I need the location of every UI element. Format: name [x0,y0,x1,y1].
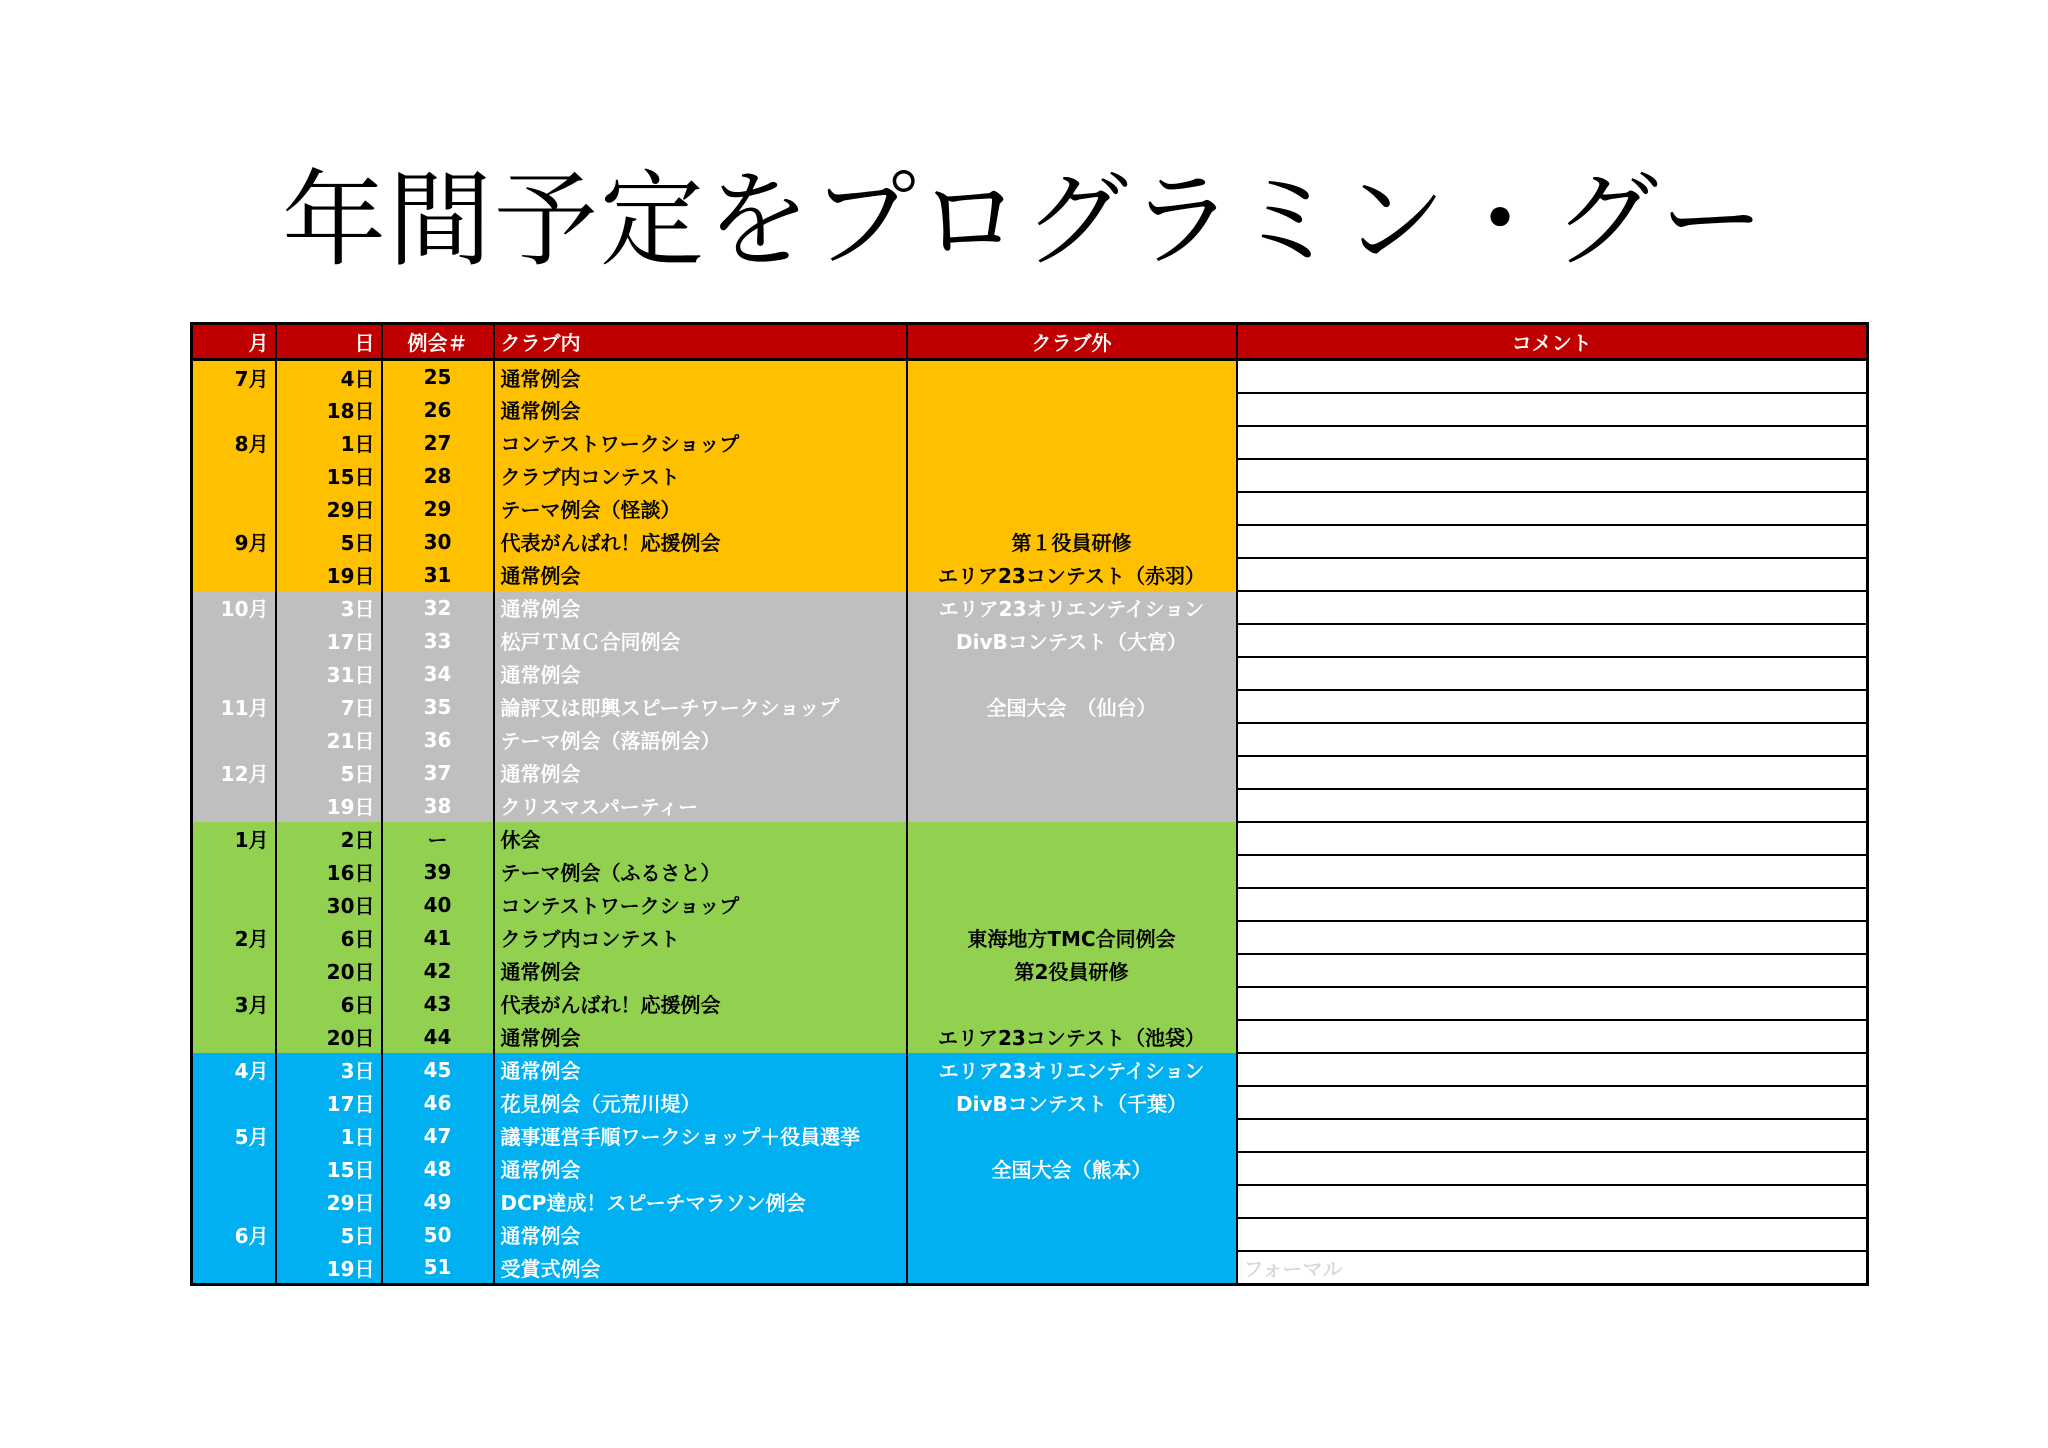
meeting-number-cell: 40 [382,888,494,921]
club-in-cell: 通常例会 [494,756,907,789]
month-cell [192,1086,276,1119]
meeting-number-cell: 41 [382,921,494,954]
comment-cell[interactable] [1237,954,1868,987]
club-in-cell: DCP達成！スピーチマラソン例会 [494,1185,907,1218]
table-row [192,492,1868,525]
month-cell [192,1020,276,1053]
comment-cell[interactable] [1237,888,1868,921]
club-in-cell: 松戸ＴＭＣ合同例会 [494,624,907,657]
meeting-number-cell: 45 [382,1053,494,1086]
day-cell: 5日 [276,756,382,789]
meeting-number-cell: 50 [382,1218,494,1251]
month-cell [192,1185,276,1218]
club-in-cell: 通常例会 [494,954,907,987]
club-out-cell: 全国大会（熊本） [907,1152,1237,1185]
table-row [192,690,1868,723]
club-out-cell [907,789,1237,822]
table-row [192,558,1868,591]
club-in-cell: 通常例会 [494,360,907,394]
month-cell [192,459,276,492]
meeting-number-cell: 44 [382,1020,494,1053]
table-row [192,1152,1868,1185]
club-out-cell [907,888,1237,921]
month-cell [192,492,276,525]
table-row [192,987,1868,1020]
club-in-cell: 通常例会 [494,1053,907,1086]
month-cell: 5月 [192,1119,276,1152]
club-out-cell [907,426,1237,459]
club-out-cell: 全国大会 （仙台） [907,690,1237,723]
comment-cell[interactable] [1237,657,1868,690]
meeting-number-cell: 27 [382,426,494,459]
meeting-number-cell: 49 [382,1185,494,1218]
club-out-cell [907,492,1237,525]
day-cell: 4日 [276,360,382,394]
header-comment: コメント [1237,324,1868,360]
comment-cell[interactable] [1237,723,1868,756]
month-cell [192,888,276,921]
month-cell [192,624,276,657]
meeting-number-cell: 29 [382,492,494,525]
table-row [192,459,1868,492]
comment-cell[interactable] [1237,855,1868,888]
club-out-cell: 東海地方TMC合同例会 [907,921,1237,954]
month-cell: 11月 [192,690,276,723]
comment-cell[interactable] [1237,822,1868,855]
meeting-number-cell: 31 [382,558,494,591]
club-out-cell [907,822,1237,855]
table-row [192,393,1868,426]
meeting-number-cell: 47 [382,1119,494,1152]
table-row [192,1251,1868,1285]
day-cell: 15日 [276,1152,382,1185]
club-in-cell: クラブ内コンテスト [494,459,907,492]
meeting-number-cell: 36 [382,723,494,756]
schedule-table [190,322,1869,1286]
comment-cell[interactable] [1237,1119,1868,1152]
day-cell: 15日 [276,459,382,492]
day-cell: 19日 [276,1251,382,1285]
club-out-cell [907,1119,1237,1152]
comment-cell[interactable] [1237,1020,1868,1053]
table-row [192,1218,1868,1251]
club-in-cell: 通常例会 [494,657,907,690]
table-row [192,789,1868,822]
day-cell: 5日 [276,1218,382,1251]
club-out-cell: エリア23コンテスト（赤羽） [907,558,1237,591]
month-cell [192,954,276,987]
month-cell: 7月 [192,360,276,394]
club-out-cell: DivBコンテスト（千葉） [907,1086,1237,1119]
month-cell [192,558,276,591]
day-cell: 20日 [276,1020,382,1053]
club-in-cell: 通常例会 [494,393,907,426]
meeting-number-cell: 33 [382,624,494,657]
comment-cell[interactable] [1237,360,1868,394]
comment-cell[interactable] [1237,591,1868,624]
table-row [192,1053,1868,1086]
meeting-number-cell: 35 [382,690,494,723]
club-out-cell [907,1251,1237,1285]
day-cell: 17日 [276,624,382,657]
table-row [192,591,1868,624]
club-out-cell [907,1185,1237,1218]
club-out-cell [907,723,1237,756]
comment-cell[interactable] [1237,1086,1868,1119]
day-cell: 30日 [276,888,382,921]
club-in-cell: 花見例会（元荒川堤） [494,1086,907,1119]
table-row [192,921,1868,954]
club-in-cell: 論評又は即興スピーチワークショップ [494,690,907,723]
comment-cell[interactable] [1237,426,1868,459]
table-row [192,723,1868,756]
club-in-cell: 通常例会 [494,591,907,624]
day-cell: 1日 [276,1119,382,1152]
header-club-in: クラブ内 [494,324,907,360]
meeting-number-cell: 39 [382,855,494,888]
month-cell: 6月 [192,1218,276,1251]
table-row [192,1119,1868,1152]
month-cell: 3月 [192,987,276,1020]
day-cell: 5日 [276,525,382,558]
comment-cell[interactable] [1237,459,1868,492]
club-out-cell [907,459,1237,492]
club-in-cell: クラブ内コンテスト [494,921,907,954]
club-in-cell: 休会 [494,822,907,855]
club-out-cell: 第2役員研修 [907,954,1237,987]
comment-cell[interactable] [1237,1218,1868,1251]
header-meeting-number: 例会＃ [382,324,494,360]
table-row [192,855,1868,888]
table-row [192,624,1868,657]
comment-cell[interactable] [1237,690,1868,723]
table-row [192,1086,1868,1119]
table-row [192,954,1868,987]
table-row [192,822,1868,855]
comment-cell[interactable] [1237,624,1868,657]
club-out-cell [907,987,1237,1020]
table-row [192,525,1868,558]
table-row [192,426,1868,459]
club-in-cell: コンテストワークショップ [494,888,907,921]
day-cell: 20日 [276,954,382,987]
table-row [192,657,1868,690]
month-cell: 9月 [192,525,276,558]
day-cell: 2日 [276,822,382,855]
club-in-cell: 受賞式例会 [494,1251,907,1285]
meeting-number-cell: ー [382,822,494,855]
comment-cell[interactable] [1237,492,1868,525]
club-in-cell: 代表がんばれ！応援例会 [494,987,907,1020]
month-cell [192,1152,276,1185]
day-cell: 17日 [276,1086,382,1119]
meeting-number-cell: 30 [382,525,494,558]
comment-cell[interactable]: フォーマル [1237,1251,1868,1285]
month-cell [192,723,276,756]
day-cell: 19日 [276,558,382,591]
club-in-cell: 通常例会 [494,1020,907,1053]
month-cell: 8月 [192,426,276,459]
month-cell [192,393,276,426]
meeting-number-cell: 32 [382,591,494,624]
meeting-number-cell: 48 [382,1152,494,1185]
comment-cell[interactable] [1237,756,1868,789]
club-out-cell: エリア23オリエンテイション [907,591,1237,624]
schedule-body [192,360,1868,1285]
meeting-number-cell: 42 [382,954,494,987]
club-out-cell: DivBコンテスト（大宮） [907,624,1237,657]
day-cell: 18日 [276,393,382,426]
club-out-cell [907,657,1237,690]
club-in-cell: 代表がんばれ！応援例会 [494,525,907,558]
month-cell [192,1251,276,1285]
month-cell: 10月 [192,591,276,624]
month-cell: 2月 [192,921,276,954]
day-cell: 16日 [276,855,382,888]
comment-cell[interactable] [1237,525,1868,558]
month-cell: 4月 [192,1053,276,1086]
meeting-number-cell: 51 [382,1251,494,1285]
club-in-cell: 通常例会 [494,558,907,591]
club-out-cell: 第１役員研修 [907,525,1237,558]
meeting-number-cell: 38 [382,789,494,822]
page-title: 年間予定をプログラミン・グー [281,159,1766,281]
month-cell [192,855,276,888]
day-cell: 6日 [276,987,382,1020]
club-out-cell [907,393,1237,426]
month-cell [192,789,276,822]
day-cell: 3日 [276,591,382,624]
day-cell: 1日 [276,426,382,459]
club-in-cell: テーマ例会（ふるさと） [494,855,907,888]
day-cell: 19日 [276,789,382,822]
meeting-number-cell: 37 [382,756,494,789]
club-in-cell: クリスマスパーティー [494,789,907,822]
club-out-cell [907,855,1237,888]
table-row [192,360,1868,394]
club-in-cell: 議事運営手順ワークショップ＋役員選挙 [494,1119,907,1152]
meeting-number-cell: 28 [382,459,494,492]
table-row [192,1185,1868,1218]
day-cell: 21日 [276,723,382,756]
day-cell: 29日 [276,1185,382,1218]
comment-cell[interactable] [1237,789,1868,822]
club-in-cell: テーマ例会（怪談） [494,492,907,525]
club-out-cell [907,1218,1237,1251]
meeting-number-cell: 25 [382,360,494,394]
club-in-cell: 通常例会 [494,1218,907,1251]
header-day: 日 [276,324,382,360]
meeting-number-cell: 43 [382,987,494,1020]
comment-cell[interactable] [1237,1053,1868,1086]
table-row [192,888,1868,921]
header-row [192,324,1868,360]
meeting-number-cell: 26 [382,393,494,426]
club-in-cell: 通常例会 [494,1152,907,1185]
comment-cell[interactable] [1237,1152,1868,1185]
club-in-cell: コンテストワークショップ [494,426,907,459]
header-month: 月 [192,324,276,360]
club-in-cell: テーマ例会（落語例会） [494,723,907,756]
day-cell: 3日 [276,1053,382,1086]
meeting-number-cell: 34 [382,657,494,690]
header-club-out: クラブ外 [907,324,1237,360]
comment-cell[interactable] [1237,393,1868,426]
table-row [192,756,1868,789]
month-cell: 1月 [192,822,276,855]
club-out-cell: エリア23オリエンテイション [907,1053,1237,1086]
club-out-cell: エリア23コンテスト（池袋） [907,1020,1237,1053]
day-cell: 6日 [276,921,382,954]
day-cell: 29日 [276,492,382,525]
day-cell: 7日 [276,690,382,723]
month-cell: 12月 [192,756,276,789]
comment-cell[interactable] [1237,921,1868,954]
club-out-cell [907,360,1237,394]
day-cell: 31日 [276,657,382,690]
comment-cell[interactable] [1237,1185,1868,1218]
comment-cell[interactable] [1237,558,1868,591]
meeting-number-cell: 46 [382,1086,494,1119]
club-out-cell [907,756,1237,789]
month-cell [192,657,276,690]
comment-cell[interactable] [1237,987,1868,1020]
table-row [192,1020,1868,1053]
